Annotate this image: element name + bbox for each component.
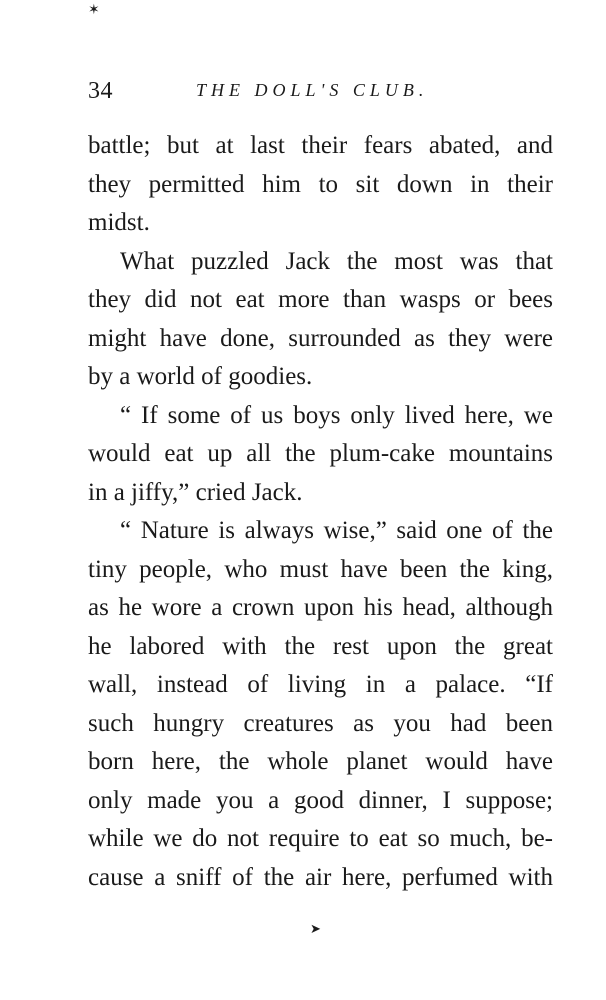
printer-mark-bottom-icon: ➤ <box>310 921 321 936</box>
text-line: such hungry creatures as you had been <box>88 709 553 737</box>
text-line: in a jiffy,” cried Jack. <box>88 478 303 506</box>
text-line: midst. <box>88 209 150 236</box>
text-line: What puzzled Jack the most was that <box>120 247 553 275</box>
text-line: as he wore a crown upon his head, although <box>88 594 553 621</box>
text-line: would eat up all the plum-cake mountains <box>88 440 553 467</box>
text-line: he labored with the rest upon the great <box>88 632 553 660</box>
text-line: tiny people, who must have been the king, <box>88 555 553 583</box>
text-line: they permitted him to sit down in their <box>88 170 553 198</box>
body-text <box>88 131 553 901</box>
text-line: born here, the whole planet would have <box>88 748 553 775</box>
text-line: “ If some of us boys only lived here, we <box>120 401 553 429</box>
text-line: they did not eat more than wasps or bees <box>88 286 553 313</box>
text-line: might have done, surrounded as they were <box>88 324 553 352</box>
printer-mark-top-icon: ✶ <box>88 3 100 18</box>
running-title: THE DOLL'S CLUB. <box>196 80 429 100</box>
text-line: battle; but at last their fears abated, and <box>88 132 553 159</box>
page-header <box>88 78 556 108</box>
text-line: cause a sniff of the air here, perfumed with <box>88 863 553 891</box>
text-line: while we do not require to eat so much, be- <box>88 825 553 852</box>
text-line: by a world of goodies. <box>88 363 313 390</box>
text-line: wall, instead of living in a palace. “If <box>88 671 553 698</box>
page-number: 34 <box>88 78 113 104</box>
text-line: “ Nature is always wise,” said one of the <box>120 517 553 544</box>
text-line: only made you a good dinner, I suppose; <box>88 786 553 814</box>
